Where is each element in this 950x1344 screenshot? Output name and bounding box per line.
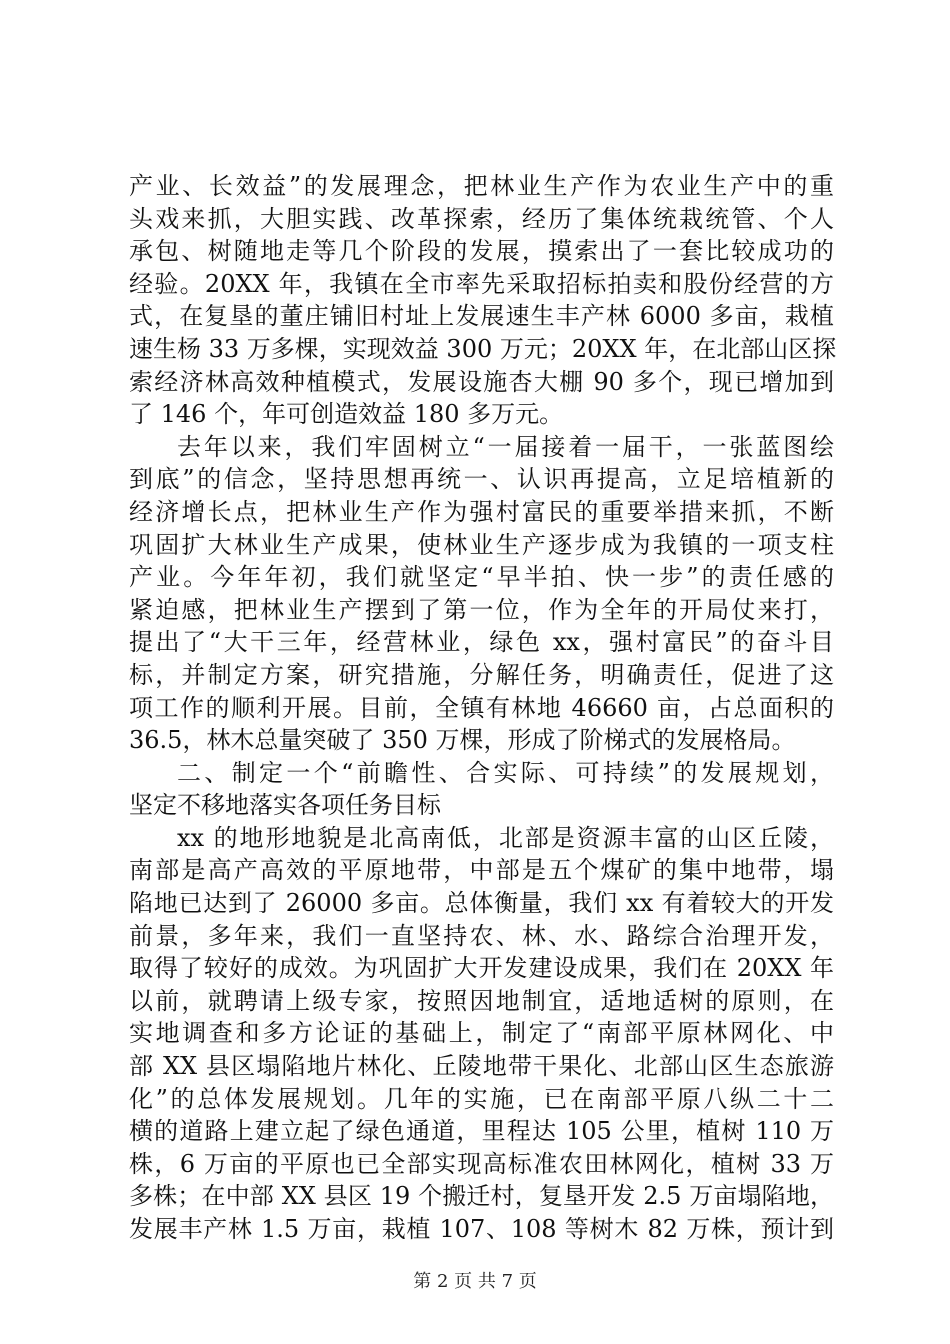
text-line: 取得了较好的成效。为巩固扩大开发建设成果，我们在 20XX 年 [129,954,834,983]
text-line: 产业、长效益”的发展理念，把林业生产作为农业生产中的重 [129,172,834,200]
paragraph [129,431,834,757]
text-line: 株，6 万亩的平原也已全部实现高标准农田林网化，植树 33 万 [129,1149,834,1178]
section-heading [129,757,834,822]
text-line: 去年以来，我们牢固树立“一届接着一届干，一张蓝图绘 [177,432,834,461]
text-line: 索经济林高效种植模式，发展设施杏大棚 90 多个，现已增加到 [129,367,834,396]
text-line: 巩固扩大林业生产成果，使林业生产逐步成为我镇的一项支柱 [129,530,834,559]
text-line: 头戏来抓，大胆实践、改革探索，经历了集体统栽统管、个人 [129,204,834,233]
text-line: 式，在复垦的董庄铺旧村址上发展速生丰产林 6000 多亩，栽植 [129,302,834,331]
text-line: 产业。今年年初，我们就坚定“早半拍、快一步”的责任感的 [129,563,834,592]
text-line: 实地调查和多方论证的基础上，制定了“南部平原林网化、中 [129,1019,834,1048]
text-line: 36.5，林木总量突破了 350 万棵，形成了阶梯式的发展格局。 [129,726,796,755]
text-line: 了 146 个，年可创造效益 180 多万元。 [129,400,564,429]
text-line: 提出了“大干三年，经营林业，绿色 xx，强村富民”的奋斗目 [129,628,834,657]
text-line: 前景，多年来，我们一直坚持农、林、水、路综合治理开发， [129,921,834,950]
text-line: 发展丰产林 1.5 万亩，栽植 107、108 等树木 82 万株，预计到 [129,1215,834,1243]
text-line: 多株；在中部 XX 县区 19 个搬迁村，复垦开发 2.5 万亩塌陷地， [129,1182,834,1211]
text-line: 南部是高产高效的平原地带，中部是五个煤矿的集中地带，塌 [129,856,834,885]
text-line: 紧迫感，把林业生产摆到了第一位，作为全年的开局仗来打， [129,595,834,624]
paragraph [129,170,837,431]
text-line: 陷地已达到了 26000 多亩。总体衡量，我们 xx 有着较大的开发 [129,889,834,918]
text-line: 到底”的信念，坚持思想再统一、认识再提高，立足培植新的 [129,465,834,494]
text-line: 横的道路上建立起了绿色通道，里程达 105 公里，植树 110 万 [129,1117,834,1146]
text-line: 经济增长点，把林业生产作为强村富民的重要举措来抓，不断 [129,497,834,526]
page-number: 第 2 页 共 7 页 [413,1271,537,1292]
text-line: xx 的地形地貌是北高南低，北部是资源丰富的山区丘陵， [177,823,834,852]
text-line: 标，并制定方案，研究措施，分解任务，明确责任，促进了这 [129,660,834,689]
text-line: 化”的总体发展规划。几年的实施，已在南部平原八纵二十二 [129,1084,834,1113]
page-footer [0,1271,950,1293]
text-line: 经验。20XX 年，我镇在全市率先采取招标拍卖和股份经营的方 [129,269,834,298]
document-body [129,170,837,1246]
text-line: 部 XX 县区塌陷地片林化、丘陵地带干果化、北部山区生态旅游 [129,1052,834,1081]
paragraph [129,822,834,1246]
text-line: 项工作的顺利开展。目前，全镇有林地 46660 亩，占总面积的 [129,693,834,722]
text-line: 承包、树随地走等几个阶段的发展，摸索出了一套比较成功的 [129,237,834,266]
text-line: 二、制定一个“前瞻性、合实际、可持续”的发展规划， [177,758,834,787]
text-line: 以前，就聘请上级专家，按照因地制宜，适地适树的原则，在 [129,986,834,1015]
text-line: 速生杨 33 万多棵，实现效益 300 万元；20XX 年，在北部山区探 [129,334,837,363]
text-line: 坚定不移地落实各项任务目标 [129,791,441,820]
